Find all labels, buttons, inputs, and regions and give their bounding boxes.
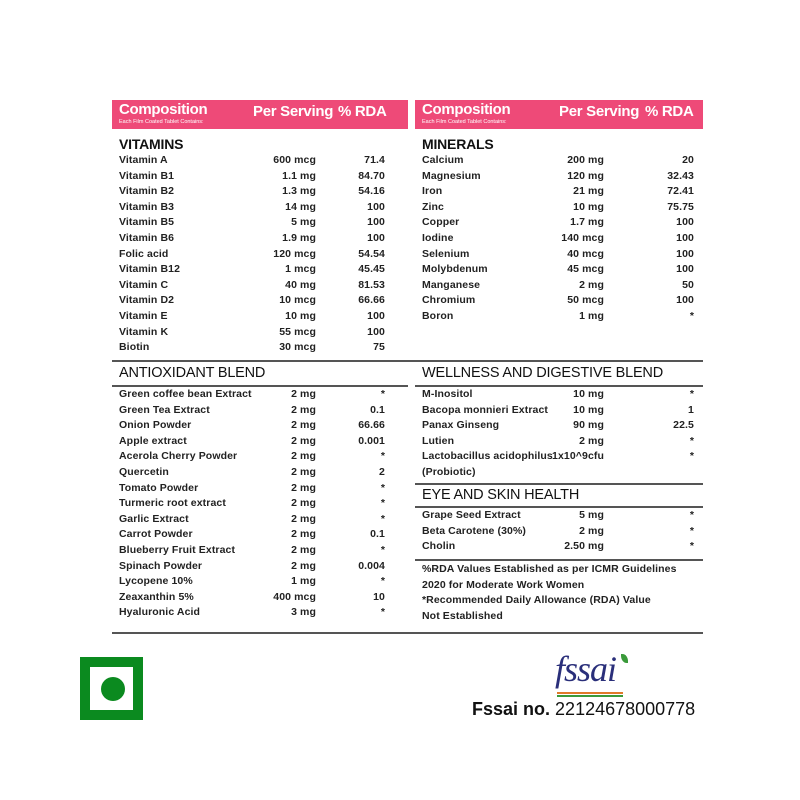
nutrient-amount: 40 mcg xyxy=(567,247,604,260)
table-row xyxy=(112,496,408,512)
nutrient-amount: 2 mg xyxy=(291,512,316,525)
vitamins-title: VITAMINS xyxy=(119,136,184,152)
nutrient-rda: * xyxy=(380,543,385,556)
nutrient-amount: 2 mg xyxy=(579,524,604,537)
table-row xyxy=(112,169,408,185)
nutrient-rda: 100 xyxy=(676,231,694,244)
wellness-list xyxy=(415,387,703,481)
nutrient-rda: 32.43 xyxy=(667,169,694,182)
nutrient-amount: 14 mg xyxy=(285,200,316,213)
nutrient-amount: 10 mg xyxy=(285,309,316,322)
nutrient-name: Turmeric root extract xyxy=(119,497,226,510)
antioxidant-section xyxy=(112,364,408,382)
nutrient-amount: 2 mg xyxy=(291,403,316,416)
nutrient-name: Cholin xyxy=(422,540,456,553)
nutrient-amount: 2 mg xyxy=(291,388,316,400)
nutrient-amount: 2 mg xyxy=(579,278,604,291)
nutrient-name: Vitamin B1 xyxy=(119,169,175,182)
nutrient-rda: 54.54 xyxy=(358,247,385,260)
table-row xyxy=(415,539,703,555)
nutrient-name: Vitamin K xyxy=(119,325,169,338)
nutrient-name: Vitamin E xyxy=(119,309,168,322)
nutrient-rda: 75 xyxy=(373,341,385,354)
nutrient-name: Vitamin B6 xyxy=(119,231,175,244)
nutrient-name: Vitamin B2 xyxy=(119,185,175,198)
rda-header: % RDA xyxy=(645,103,694,120)
nutrient-amount: 10 mg xyxy=(573,388,604,400)
nutrient-amount: 2 mg xyxy=(579,434,604,447)
nutrient-amount: 1.3 mg xyxy=(282,185,316,198)
table-row xyxy=(415,278,703,294)
nutrient-amount: 400 mcg xyxy=(273,590,316,603)
rda-header: % RDA xyxy=(338,103,387,120)
nutrient-name: Panax Ginseng xyxy=(422,419,500,432)
composition-header xyxy=(415,100,703,129)
eye-skin-section xyxy=(415,486,703,504)
table-row xyxy=(112,590,408,606)
nutrient-amount: 40 mg xyxy=(285,278,316,291)
table-row xyxy=(112,605,408,621)
nutrient-rda: * xyxy=(689,309,694,322)
nutrient-amount: 600 mcg xyxy=(273,154,316,166)
nutrient-name: Apple extract xyxy=(119,434,187,447)
nutrient-name: Vitamin A xyxy=(119,154,168,166)
nutrient-rda: 0.1 xyxy=(370,528,385,541)
nutrient-name: Calcium xyxy=(422,154,464,166)
nutrient-rda: 100 xyxy=(367,309,385,322)
nutrient-amount: 2 mg xyxy=(291,559,316,572)
nutrient-name: (Probiotic) xyxy=(422,465,476,478)
nutrient-rda: 100 xyxy=(367,216,385,229)
composition-header xyxy=(112,100,408,129)
nutrient-rda: 71.4 xyxy=(364,154,385,166)
nutrient-amount: 2 mg xyxy=(291,497,316,510)
nutrient-amount: 2 mg xyxy=(291,434,316,447)
nutrient-rda: 0.1 xyxy=(370,403,385,416)
nutrient-name: Folic acid xyxy=(119,247,169,260)
divider xyxy=(112,360,408,362)
note-line: 2020 for Moderate Work Women xyxy=(422,578,585,591)
table-row xyxy=(415,403,703,419)
nutrient-amount: 120 mcg xyxy=(273,247,316,260)
fssai-logo xyxy=(555,648,635,698)
table-row xyxy=(112,340,408,356)
nutrient-amount: 1.7 mg xyxy=(570,216,604,229)
nutrient-rda: 66.66 xyxy=(358,294,385,307)
nutrient-rda: 66.66 xyxy=(358,419,385,432)
nutrient-rda: 84.70 xyxy=(358,169,385,182)
nutrient-amount: 2 mg xyxy=(291,465,316,478)
composition-subtitle: Each Film Coated Tablet Contains: xyxy=(422,119,507,125)
note-line: Not Established xyxy=(422,609,503,622)
nutrient-name: Hyaluronic Acid xyxy=(119,606,201,619)
table-row xyxy=(112,278,408,294)
nutrient-name: Carrot Powder xyxy=(119,528,193,541)
divider xyxy=(415,559,703,561)
nutrient-rda: * xyxy=(689,450,694,463)
nutrient-name: Manganese xyxy=(422,278,481,291)
nutrient-rda: 1 xyxy=(688,403,694,416)
eye-skin-title: EYE AND SKIN HEALTH xyxy=(422,487,580,503)
rda-notes xyxy=(422,562,677,624)
nutrient-rda: 75.75 xyxy=(667,200,694,213)
nutrient-name: Blueberry Fruit Extract xyxy=(119,543,236,556)
nutrient-amount: 1.9 mg xyxy=(282,231,316,244)
nutrient-amount: 3 mg xyxy=(291,606,316,619)
per-serving-header: Per Serving xyxy=(253,103,334,120)
minerals-list xyxy=(415,153,703,325)
nutrient-name: Vitamin B5 xyxy=(119,216,175,229)
nutrient-rda: 100 xyxy=(367,200,385,213)
table-row xyxy=(415,200,703,216)
divider xyxy=(408,632,703,634)
nutrient-name: Quercetin xyxy=(119,465,169,478)
nutrient-amount: 120 mg xyxy=(567,169,604,182)
nutrient-name: Molybdenum xyxy=(422,263,488,276)
table-row xyxy=(112,215,408,231)
nutrient-rda: * xyxy=(689,540,694,553)
nutrient-amount: 45 mcg xyxy=(567,263,604,276)
nutrient-amount: 2.50 mg xyxy=(564,540,604,553)
nutrient-amount: 140 mcg xyxy=(561,231,604,244)
table-row xyxy=(415,387,703,403)
nutrient-rda: * xyxy=(380,497,385,510)
nutrient-name: Magnesium xyxy=(422,169,481,182)
table-row xyxy=(112,231,408,247)
nutrient-rda: 100 xyxy=(367,325,385,338)
nutrient-rda: 100 xyxy=(676,263,694,276)
right-composition-table xyxy=(415,100,703,325)
note-line: *Recommended Daily Allowance (RDA) Value xyxy=(422,594,651,607)
nutrient-amount: 10 mcg xyxy=(279,294,316,307)
table-row xyxy=(415,293,703,309)
table-row xyxy=(112,403,408,419)
table-row xyxy=(112,559,408,575)
table-row xyxy=(415,309,703,325)
table-row xyxy=(415,434,703,450)
nutrient-amount: 5 mg xyxy=(579,509,604,521)
divider xyxy=(112,632,408,634)
composition-subtitle: Each Film Coated Tablet Contains: xyxy=(119,119,204,125)
table-row xyxy=(112,527,408,543)
table-row xyxy=(415,215,703,231)
nutrient-rda: 100 xyxy=(367,231,385,244)
table-row xyxy=(112,449,408,465)
nutrient-name: Vitamin D2 xyxy=(119,294,175,307)
fssai-logo-text: fssai xyxy=(555,649,617,689)
nutrient-name: Bacopa monnieri Extract xyxy=(422,403,549,416)
nutrient-name: Onion Powder xyxy=(119,419,192,432)
nutrient-name: Lactobacillus acidophilus xyxy=(422,450,553,463)
nutrient-name: Beta Carotene (30%) xyxy=(422,524,527,537)
nutrient-rda: 45.45 xyxy=(358,263,385,276)
nutrient-rda: 72.41 xyxy=(667,185,694,198)
table-row xyxy=(415,231,703,247)
nutrient-rda: 22.5 xyxy=(673,419,694,432)
eye-skin-list xyxy=(415,508,703,555)
nutrient-name: Vitamin C xyxy=(119,278,169,291)
fssai-label: Fssai no. xyxy=(472,699,551,719)
nutrient-name: Garlic Extract xyxy=(119,512,189,525)
nutrient-rda: 0.001 xyxy=(358,434,385,447)
nutrient-name: Green coffee bean Extract xyxy=(119,388,252,400)
nutrient-rda: * xyxy=(689,524,694,537)
composition-label: Composition xyxy=(119,101,208,118)
nutrient-name: Green Tea Extract xyxy=(119,403,210,416)
per-serving-header: Per Serving xyxy=(559,103,640,120)
fssai-number-line xyxy=(472,699,695,720)
nutrient-rda: 2 xyxy=(379,465,385,478)
nutrient-rda: 100 xyxy=(676,247,694,260)
nutrient-rda: * xyxy=(689,434,694,447)
table-row xyxy=(112,512,408,528)
nutrient-amount: 30 mcg xyxy=(279,341,316,354)
nutrient-name: Lutien xyxy=(422,434,455,447)
nutrient-name: Chromium xyxy=(422,294,476,307)
composition-label: Composition xyxy=(422,101,511,118)
vegetarian-mark-icon xyxy=(80,657,143,720)
nutrient-name: Tomato Powder xyxy=(119,481,199,494)
nutrient-amount: 55 mcg xyxy=(279,325,316,338)
fssai-number: 22124678000778 xyxy=(555,699,696,719)
nutrient-name: Acerola Cherry Powder xyxy=(119,450,238,463)
nutrient-name: Zeaxanthin 5% xyxy=(119,590,194,603)
nutrient-rda: 100 xyxy=(676,294,694,307)
nutrient-rda: 50 xyxy=(682,278,694,291)
nutrient-name: Zinc xyxy=(422,200,444,213)
nutrient-name: Vitamin B12 xyxy=(119,263,181,276)
nutrient-amount: 2 mg xyxy=(291,450,316,463)
table-row xyxy=(112,153,408,169)
nutrient-rda: 10 xyxy=(373,590,385,603)
table-row xyxy=(112,574,408,590)
table-row xyxy=(415,247,703,263)
table-row xyxy=(112,387,408,403)
nutrient-rda: * xyxy=(689,509,694,521)
wellness-section xyxy=(415,364,703,382)
nutrient-amount: 1.1 mg xyxy=(282,169,316,182)
wellness-title: WELLNESS AND DIGESTIVE BLEND xyxy=(422,365,663,381)
table-row xyxy=(112,418,408,434)
table-row xyxy=(415,169,703,185)
table-row xyxy=(112,200,408,216)
nutrient-amount: 10 mg xyxy=(573,200,604,213)
nutrient-name: Biotin xyxy=(119,341,150,354)
nutrient-rda: * xyxy=(380,575,385,588)
nutrient-amount: 1 mcg xyxy=(285,263,316,276)
table-row xyxy=(112,262,408,278)
nutrient-amount: 50 mcg xyxy=(567,294,604,307)
nutrient-amount: 2 mg xyxy=(291,528,316,541)
nutrient-rda: * xyxy=(689,388,694,400)
table-row xyxy=(415,153,703,169)
divider xyxy=(415,483,703,485)
table-row xyxy=(415,418,703,434)
minerals-title: MINERALS xyxy=(422,136,494,152)
nutrient-amount: 21 mg xyxy=(573,185,604,198)
table-row xyxy=(112,293,408,309)
nutrient-amount: 2 mg xyxy=(291,543,316,556)
nutrient-amount: 1x10^9cfu xyxy=(552,450,604,463)
table-row xyxy=(112,309,408,325)
nutrient-name: Iron xyxy=(422,185,443,198)
nutrient-name: Boron xyxy=(422,309,454,322)
nutrient-amount: 2 mg xyxy=(291,481,316,494)
left-composition-table xyxy=(112,100,408,356)
nutrient-name: Lycopene 10% xyxy=(119,575,193,588)
nutrient-rda: * xyxy=(380,481,385,494)
table-row xyxy=(415,508,703,524)
nutrient-name: Spinach Powder xyxy=(119,559,203,572)
antioxidant-list xyxy=(112,387,408,621)
table-row xyxy=(415,184,703,200)
nutrient-amount: 2 mg xyxy=(291,419,316,432)
table-row xyxy=(112,184,408,200)
table-row xyxy=(415,524,703,540)
nutrient-amount: 90 mg xyxy=(573,419,604,432)
table-row xyxy=(112,325,408,341)
nutrient-rda: 54.16 xyxy=(358,185,385,198)
table-row xyxy=(415,449,703,465)
nutrient-amount: 10 mg xyxy=(573,403,604,416)
nutrient-name: Iodine xyxy=(422,231,454,244)
nutrient-name: Vitamin B3 xyxy=(119,200,175,213)
vitamins-list xyxy=(112,153,408,356)
nutrient-rda: 20 xyxy=(682,154,694,166)
table-row xyxy=(112,481,408,497)
table-row xyxy=(112,247,408,263)
table-row xyxy=(415,465,703,481)
table-row xyxy=(112,465,408,481)
nutrient-name: Grape Seed Extract xyxy=(422,509,521,521)
note-line: %RDA Values Established as per ICMR Guidelines xyxy=(422,563,677,575)
nutrient-rda: * xyxy=(380,450,385,463)
nutrient-rda: * xyxy=(380,512,385,525)
nutrient-name: M-Inositol xyxy=(422,388,473,400)
leaf-icon xyxy=(621,654,628,663)
nutrient-rda: 100 xyxy=(676,216,694,229)
nutrient-amount: 5 mg xyxy=(291,216,316,229)
nutrient-rda: * xyxy=(380,606,385,619)
nutrient-name: Selenium xyxy=(422,247,470,260)
nutrient-amount: 1 mg xyxy=(579,309,604,322)
antioxidant-title: ANTIOXIDANT BLEND xyxy=(119,365,266,381)
nutrient-amount: 200 mg xyxy=(567,154,604,166)
nutrient-rda: 81.53 xyxy=(358,278,385,291)
nutrient-rda: * xyxy=(380,388,385,400)
divider xyxy=(408,360,703,362)
nutrient-name: Copper xyxy=(422,216,460,229)
nutrient-rda: 0.004 xyxy=(358,559,385,572)
table-row xyxy=(112,434,408,450)
table-row xyxy=(415,262,703,278)
nutrient-amount: 1 mg xyxy=(291,575,316,588)
table-row xyxy=(112,543,408,559)
